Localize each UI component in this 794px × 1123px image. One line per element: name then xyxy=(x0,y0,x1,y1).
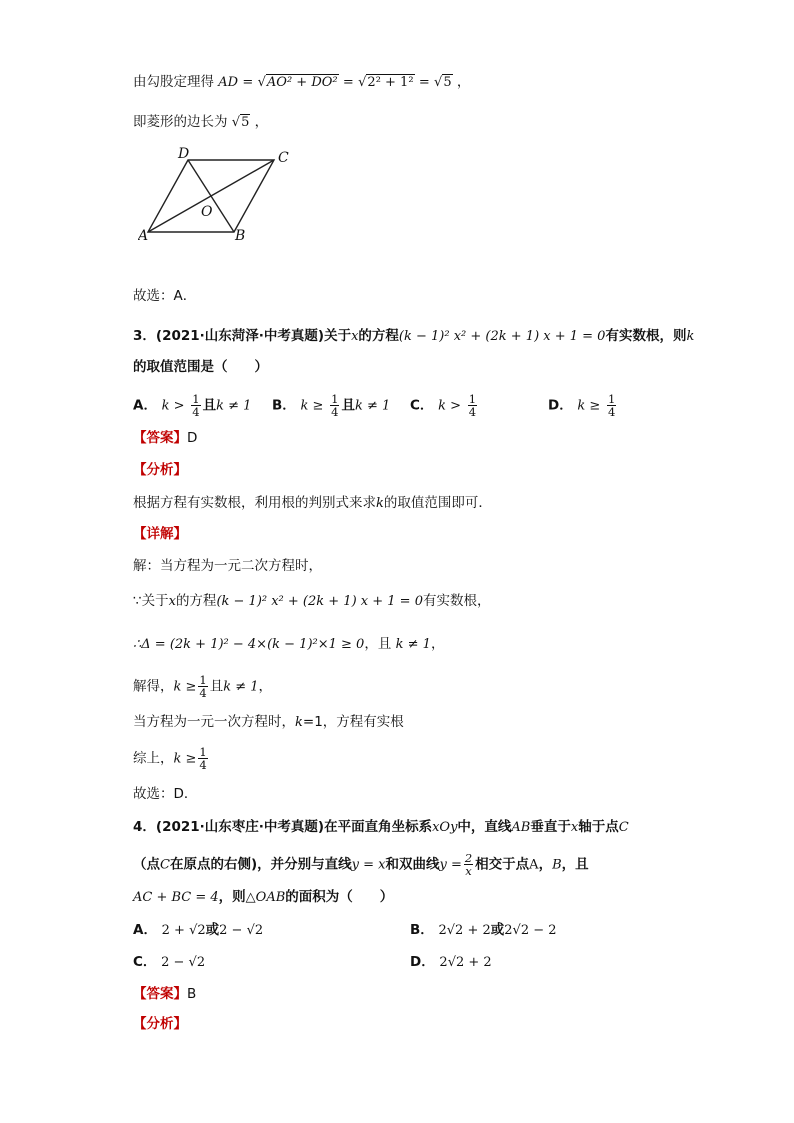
solution-step-6 xyxy=(133,746,210,771)
math: 2 + √2 xyxy=(161,923,206,938)
analysis-tag: 【分析】 xyxy=(133,462,187,478)
answer-line-4 xyxy=(133,984,196,1004)
option-label: A． xyxy=(133,922,157,938)
answer-tag: 【答案】 xyxy=(133,430,187,446)
diagonal-bd xyxy=(188,160,234,232)
option-label: B． xyxy=(272,397,296,414)
math-x: x xyxy=(168,594,176,609)
question-3-head: 3．(2021·山东菏泽·中考真题)关于 xyxy=(133,328,352,344)
option-b[interactable] xyxy=(272,393,390,418)
text: 和双曲线 xyxy=(385,856,440,873)
solution-step-4 xyxy=(133,674,272,699)
math: 2 − √2 xyxy=(161,955,206,970)
math: xOy xyxy=(432,820,458,835)
answer-value: D xyxy=(187,430,198,446)
text: 垂直于 xyxy=(530,819,571,835)
denominator: 4 xyxy=(331,405,339,419)
pythagoras-line xyxy=(133,72,470,93)
math-x: x xyxy=(570,820,579,835)
label-d: D xyxy=(178,146,190,162)
math: C xyxy=(618,820,629,835)
text: 且 xyxy=(209,678,224,695)
answer-line-3 xyxy=(133,428,197,448)
question-3-line-2: 的取值范围是（ ） xyxy=(133,359,268,375)
option-label: C． xyxy=(410,397,434,414)
solution-step-5 xyxy=(133,712,404,733)
solution-step-7: 故选：D． xyxy=(133,786,198,802)
math: y = xyxy=(439,857,462,873)
question-3-line-1 xyxy=(133,326,694,347)
math: k ≠ 1 xyxy=(223,679,259,695)
math: A xyxy=(529,857,539,873)
radicand: 5 xyxy=(443,75,452,90)
math: y = x xyxy=(351,857,386,873)
punctuation: ， xyxy=(456,74,471,90)
math: k > xyxy=(161,398,185,414)
text: ，且 xyxy=(561,856,589,873)
math: △OAB xyxy=(245,890,286,905)
math: k ≠ 1 xyxy=(395,637,431,652)
numerator: 2 xyxy=(464,851,473,865)
math: k ≥ xyxy=(300,398,324,414)
text: 综上， xyxy=(133,750,174,767)
math-x: x xyxy=(351,329,359,344)
denominator: x xyxy=(465,864,472,878)
sqrt-expression: √5 xyxy=(434,75,452,90)
answer-tag: 【答案】 xyxy=(133,986,187,1002)
text: 或 xyxy=(490,922,505,938)
math: k > xyxy=(438,398,462,414)
solution-step-1: 解：当方程为一元二次方程时， xyxy=(133,558,322,574)
math: k ≥ xyxy=(173,679,197,695)
numerator: 1 xyxy=(331,392,339,406)
analysis-text-3 xyxy=(133,493,492,514)
punctuation: ， xyxy=(538,856,553,873)
text: 有实数根，则 xyxy=(605,328,687,344)
fraction xyxy=(607,393,616,418)
text: 由勾股定理得 xyxy=(133,74,214,90)
math-k: k xyxy=(686,329,695,344)
math-ad: AD xyxy=(218,75,239,90)
equals-sign: = xyxy=(418,75,430,90)
text: 即菱形的边长为 xyxy=(133,114,228,130)
option-a[interactable] xyxy=(133,920,263,941)
analysis-tag-3 xyxy=(133,460,187,480)
text: 且 xyxy=(341,397,355,414)
text: 的面积为（ ） xyxy=(285,889,394,905)
text: ， xyxy=(258,678,273,695)
numerator: 1 xyxy=(608,392,616,406)
solution-step-2 xyxy=(133,591,490,612)
option-label: B． xyxy=(410,922,434,938)
equation: AC + BC = 4 xyxy=(133,890,219,905)
math: 2√2 + 2 xyxy=(439,955,492,970)
text: 中，直线 xyxy=(457,819,512,835)
fraction xyxy=(464,852,473,877)
math-k: k xyxy=(376,496,384,511)
answer-value: B xyxy=(187,986,197,1002)
radicand: AO² + DO² xyxy=(266,75,338,90)
text: =1，方程有实根 xyxy=(302,714,404,730)
option-b[interactable] xyxy=(410,920,557,941)
equation: (k − 1)² x² + (2k + 1) x + 1 = 0 xyxy=(216,594,423,609)
math: 2√2 − 2 xyxy=(504,923,557,938)
punctuation: ， xyxy=(254,114,269,130)
text: 的方程 xyxy=(358,328,399,344)
option-d[interactable] xyxy=(410,952,492,973)
text: ， xyxy=(430,636,445,652)
text: 相交于点 xyxy=(475,856,530,873)
option-c[interactable] xyxy=(410,393,479,418)
radicand: 5 xyxy=(241,115,250,130)
denominator: 4 xyxy=(468,405,477,419)
text: 解得， xyxy=(133,678,174,695)
fraction xyxy=(198,674,207,699)
equals-sign: = xyxy=(342,75,354,90)
question-4-line-3 xyxy=(133,887,393,908)
numerator: 1 xyxy=(199,745,207,759)
option-d[interactable] xyxy=(548,393,618,418)
question-4-line-2 xyxy=(133,852,589,877)
math: k ≠ 1 xyxy=(354,398,391,414)
numerator: 1 xyxy=(199,673,207,687)
fraction xyxy=(468,393,477,418)
text: （点 xyxy=(133,856,160,873)
label-c: C xyxy=(278,150,289,166)
label-b: B xyxy=(235,228,246,244)
math: C xyxy=(160,857,170,873)
text: 根据方程有实数根，利用根的判别式来求 xyxy=(133,495,376,511)
option-label: D． xyxy=(548,397,573,414)
equation: ∴Δ = (2k + 1)² − 4×(k − 1)²×1 ≥ 0 xyxy=(133,637,365,652)
text: 且 xyxy=(202,397,217,414)
option-label: A． xyxy=(133,397,157,414)
question-4-line-1 xyxy=(133,817,629,838)
side-length-line xyxy=(133,112,268,133)
numerator: 1 xyxy=(192,392,200,406)
choice-line: 故选：A． xyxy=(133,288,197,304)
denominator: 4 xyxy=(608,405,616,419)
text: ，则 xyxy=(218,889,246,905)
rhombus-figure xyxy=(138,144,298,244)
option-label: C． xyxy=(133,954,157,970)
text: ∵关于 xyxy=(133,593,169,609)
label-a: A xyxy=(138,228,149,244)
denominator: 4 xyxy=(199,758,207,772)
sqrt-expression: √AO² + DO² xyxy=(257,75,338,90)
text: ，且 xyxy=(364,636,392,652)
math: 2√2 + 2 xyxy=(438,923,491,938)
equals-sign: = xyxy=(242,75,254,90)
radicand: 2² + 1² xyxy=(367,75,414,90)
text: 的取值范围即可． xyxy=(383,495,492,511)
denominator: 4 xyxy=(192,405,200,419)
sqrt-expression: √5 xyxy=(231,115,250,130)
text: 当方程为一元一次方程时， xyxy=(133,714,295,730)
label-o: O xyxy=(201,204,213,220)
option-a[interactable] xyxy=(133,393,251,418)
analysis-tag-4 xyxy=(133,1014,187,1034)
math: k ≥ xyxy=(577,398,601,414)
text: 的方程 xyxy=(175,593,217,609)
equation: (k − 1)² x² + (2k + 1) x + 1 = 0 xyxy=(398,329,606,344)
option-c[interactable] xyxy=(133,952,205,973)
math-k: k xyxy=(295,715,303,730)
math: AB xyxy=(511,820,531,835)
question-4-head: 4．(2021·山东枣庄·中考真题)在平面直角坐标系 xyxy=(133,819,433,835)
text: 轴于点 xyxy=(578,819,619,835)
fraction xyxy=(330,393,339,418)
sqrt-expression: √2² + 1² xyxy=(358,75,414,90)
math: k ≥ xyxy=(173,751,197,767)
math: 2 − √2 xyxy=(219,923,264,938)
math: B xyxy=(552,857,562,873)
analysis-tag: 【分析】 xyxy=(133,1016,187,1032)
fraction xyxy=(198,746,207,771)
option-label: D． xyxy=(410,954,435,970)
fraction xyxy=(191,393,200,418)
text: 在原点的右侧)，并分别与直线 xyxy=(169,856,352,873)
detail-tag: 【详解】 xyxy=(133,526,187,542)
text: 有实数根， xyxy=(422,593,491,609)
numerator: 1 xyxy=(468,392,477,406)
math: k ≠ 1 xyxy=(216,398,252,414)
denominator: 4 xyxy=(199,686,207,700)
detail-tag-3 xyxy=(133,524,187,544)
text: 或 xyxy=(205,922,220,938)
solution-step-3 xyxy=(133,634,444,655)
